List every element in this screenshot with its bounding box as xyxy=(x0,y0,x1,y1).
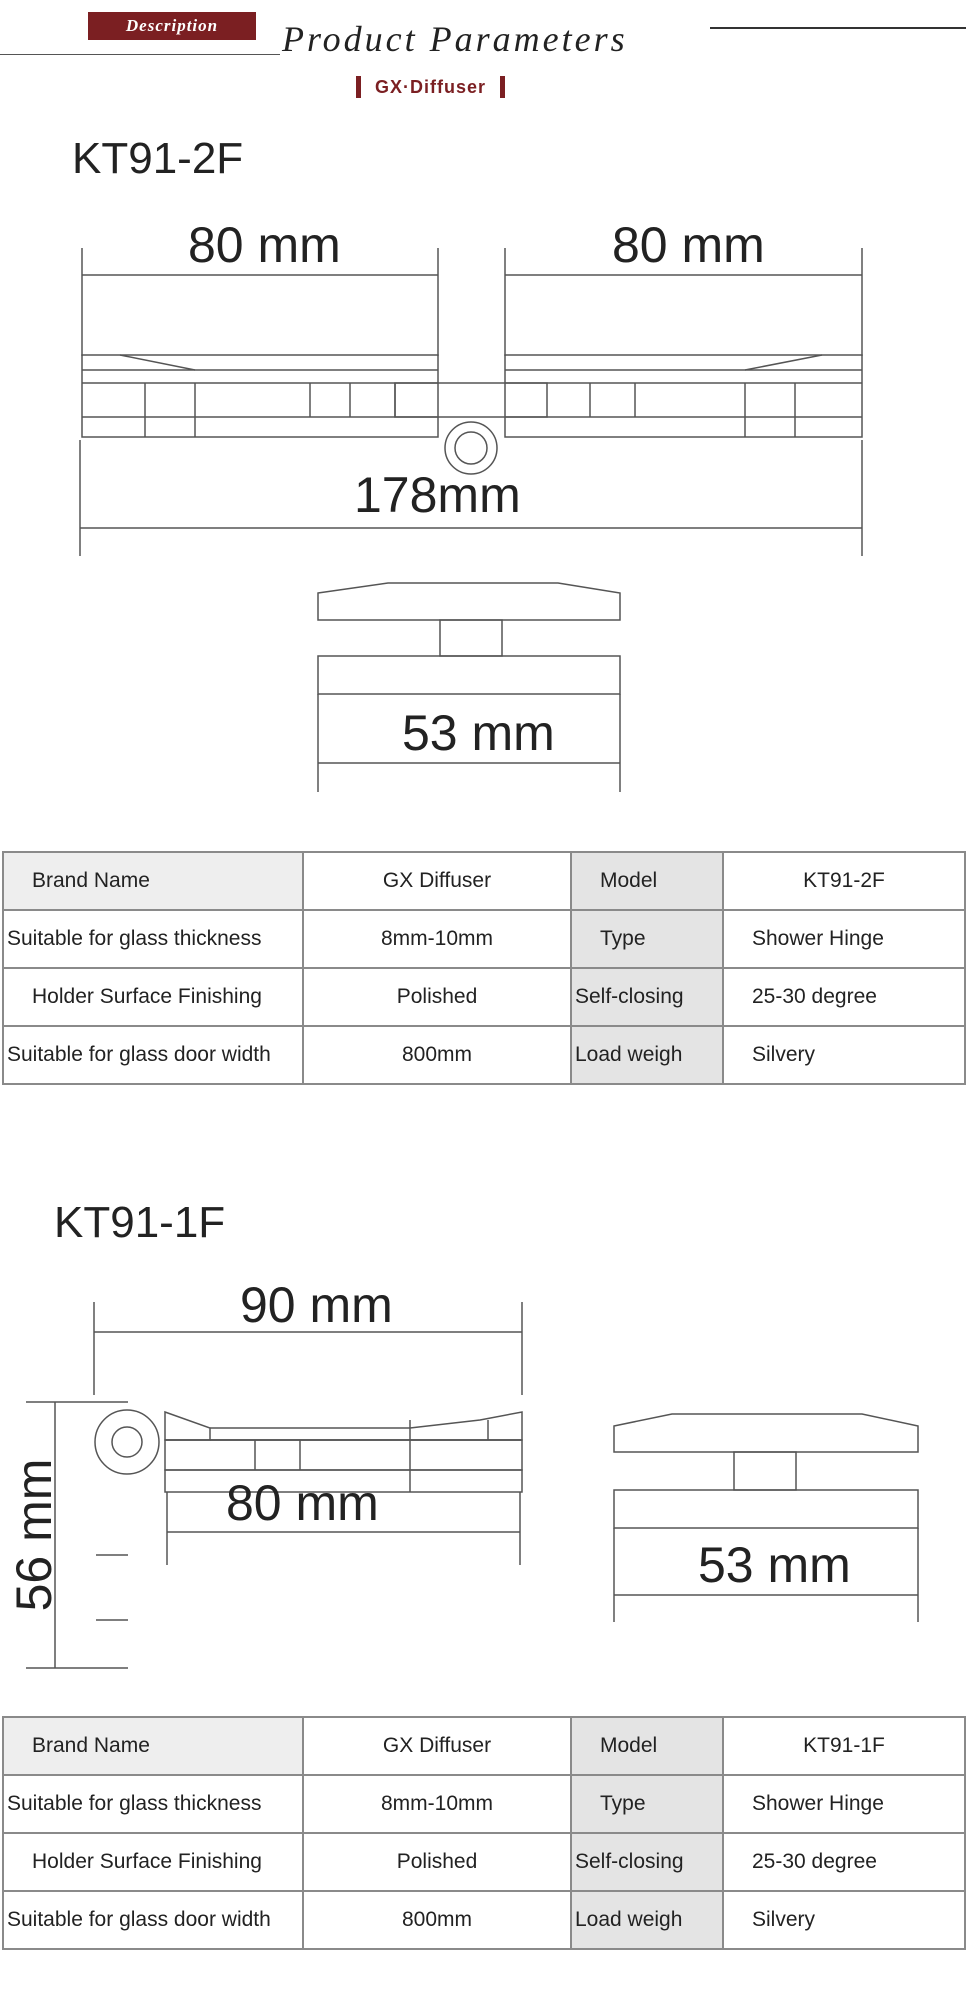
spec-table-kt91-2f xyxy=(2,851,966,1085)
right-plate xyxy=(505,355,862,437)
side-stem xyxy=(440,620,502,656)
header-rule-left xyxy=(0,54,280,55)
type-label: Type xyxy=(571,1775,723,1833)
dim-height: 56 mm xyxy=(6,1458,62,1612)
side-base xyxy=(318,656,620,694)
center-connector xyxy=(395,383,547,417)
pivot-inner-2 xyxy=(112,1427,142,1457)
type-value: Shower Hinge xyxy=(723,910,965,968)
glass-thickness-value: 8mm-10mm xyxy=(303,910,571,968)
finishing-value: Polished xyxy=(303,1833,571,1891)
table-row xyxy=(3,1775,965,1833)
header-rule-right xyxy=(710,27,966,29)
door-width-value: 800mm xyxy=(303,1891,571,1949)
table-row xyxy=(3,1026,965,1084)
brand-name-label: Brand Name xyxy=(3,1717,303,1775)
model-title-kt91-1f: KT91-1F xyxy=(54,1198,226,1247)
table-row xyxy=(3,968,965,1026)
finishing-label: Holder Surface Finishing xyxy=(3,1833,303,1891)
self-closing-label: Self-closing xyxy=(571,1833,723,1891)
glass-thickness-value: 8mm-10mm xyxy=(303,1775,571,1833)
model-label: Model xyxy=(571,852,723,910)
type-value: Shower Hinge xyxy=(723,1775,965,1833)
load-value: Silvery xyxy=(723,1891,965,1949)
kt91-2f-side-drawing xyxy=(0,576,966,796)
model-title-kt91-2f: KT91-2F xyxy=(72,134,244,183)
table-row xyxy=(3,1833,965,1891)
brand-name-value: GX Diffuser xyxy=(303,852,571,910)
brand-name-label: Brand Name xyxy=(3,852,303,910)
dim-right-width: 80 mm xyxy=(612,217,765,273)
door-width-label: Suitable for glass door width xyxy=(3,1891,303,1949)
model-value: KT91-2F xyxy=(723,852,965,910)
door-width-label: Suitable for glass door width xyxy=(3,1026,303,1084)
table-row xyxy=(3,1717,965,1775)
finishing-label: Holder Surface Finishing xyxy=(3,968,303,1026)
self-closing-value: 25-30 degree xyxy=(723,968,965,1026)
pivot-inner xyxy=(455,432,487,464)
table-row xyxy=(3,852,965,910)
dim-total-width: 178mm xyxy=(354,467,521,523)
side-cap xyxy=(318,583,620,620)
side-cap-2 xyxy=(614,1414,918,1452)
brand-text: GX·Diffuser xyxy=(375,76,487,97)
brand-bar-right xyxy=(500,76,505,98)
load-label: Load weigh xyxy=(571,1026,723,1084)
description-tag: Description xyxy=(88,12,256,40)
type-label: Type xyxy=(571,910,723,968)
self-closing-label: Self-closing xyxy=(571,968,723,1026)
dim-top-width: 90 mm xyxy=(240,1277,393,1333)
glass-thickness-label: Suitable for glass thickness xyxy=(3,1775,303,1833)
pivot-outer-2 xyxy=(95,1410,159,1474)
kt91-1f-front-drawing xyxy=(0,1290,966,1690)
plate-top xyxy=(210,1412,522,1440)
dim-depth: 53 mm xyxy=(402,705,555,761)
side-base-2 xyxy=(614,1490,918,1528)
glass-thickness-label: Suitable for glass thickness xyxy=(3,910,303,968)
self-closing-value: 25-30 degree xyxy=(723,1833,965,1891)
table-row xyxy=(3,910,965,968)
plate-middle xyxy=(165,1440,522,1470)
load-value: Silvery xyxy=(723,1026,965,1084)
model-label: Model xyxy=(571,1717,723,1775)
model-value: KT91-1F xyxy=(723,1717,965,1775)
left-plate xyxy=(82,355,438,437)
plate-wedge-left xyxy=(165,1412,210,1440)
door-width-value: 800mm xyxy=(303,1026,571,1084)
table-row xyxy=(3,1891,965,1949)
dim-depth-2: 53 mm xyxy=(698,1537,851,1593)
dim-left-width: 80 mm xyxy=(188,217,341,273)
brand-tag xyxy=(356,74,505,100)
finishing-value: Polished xyxy=(303,968,571,1026)
spec-table-kt91-1f xyxy=(2,1716,966,1950)
page-title: Product Parameters xyxy=(282,19,628,59)
brand-name-value: GX Diffuser xyxy=(303,1717,571,1775)
side-stem-2 xyxy=(734,1452,796,1490)
load-label: Load weigh xyxy=(571,1891,723,1949)
dim-bottom-width: 80 mm xyxy=(226,1475,379,1531)
